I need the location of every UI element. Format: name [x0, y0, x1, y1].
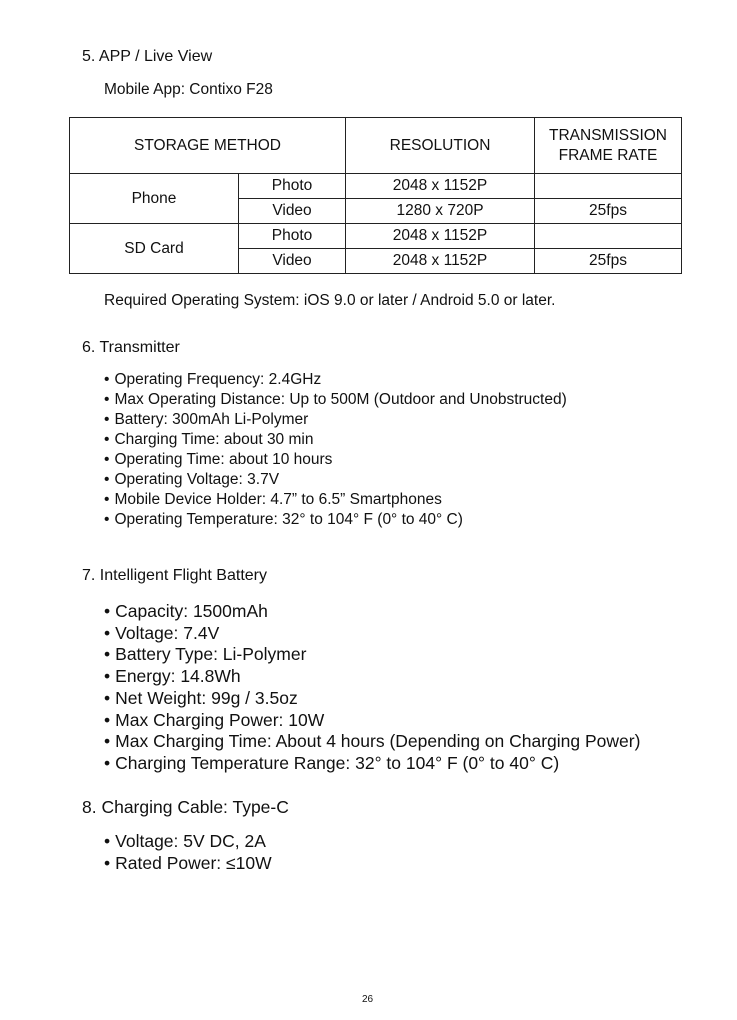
frame-rate-cell: [535, 174, 682, 199]
header-resolution: RESOLUTION: [346, 118, 535, 174]
list-item: • Max Operating Distance: Up to 500M (Outdoor and Unobstructed): [104, 390, 567, 410]
list-item: • Charging Temperature Range: 32° to 104° F (0° to 40° C): [104, 753, 640, 775]
charging-cable-spec-list: [104, 831, 272, 874]
list-item: • Battery Type: Li-Polymer: [104, 644, 640, 666]
media-type-cell: Video: [239, 249, 346, 274]
storage-method-cell: SD Card: [70, 224, 239, 274]
list-item: • Charging Time: about 30 min: [104, 430, 567, 450]
list-item: • Rated Power: ≤10W: [104, 853, 272, 875]
media-type-cell: Video: [239, 199, 346, 224]
header-frame-rate-line1: TRANSMISSION: [549, 126, 667, 144]
section-6-heading: 6. Transmitter: [82, 339, 180, 356]
section-5-heading: 5. APP / Live View: [82, 48, 213, 65]
list-item: • Voltage: 5V DC, 2A: [104, 831, 272, 853]
required-os-line: Required Operating System: iOS 9.0 or later / Android 5.0 or later.: [104, 292, 556, 309]
resolution-cell: 2048 x 1152P: [346, 249, 535, 274]
resolution-cell: 2048 x 1152P: [346, 224, 535, 249]
media-type-cell: Photo: [239, 224, 346, 249]
storage-method-cell: Phone: [70, 174, 239, 224]
list-item: • Operating Time: about 10 hours: [104, 450, 567, 470]
frame-rate-cell: 25fps: [535, 199, 682, 224]
section-7-heading: 7. Intelligent Flight Battery: [82, 567, 267, 584]
list-item: • Voltage: 7.4V: [104, 623, 640, 645]
list-item: • Operating Temperature: 32° to 104° F (0° to 40° C): [104, 510, 567, 530]
storage-spec-table: [69, 117, 682, 274]
header-storage-method: STORAGE METHOD: [70, 118, 346, 174]
media-type-cell: Photo: [239, 174, 346, 199]
list-item: • Max Charging Time: About 4 hours (Depending on Charging Power): [104, 731, 640, 753]
resolution-cell: 2048 x 1152P: [346, 174, 535, 199]
table-row: [70, 174, 682, 199]
header-frame-rate: [535, 118, 682, 174]
header-frame-rate-line2: FRAME RATE: [558, 146, 658, 164]
list-item: • Max Charging Power: 10W: [104, 710, 640, 732]
transmitter-spec-list: [104, 370, 567, 530]
resolution-cell: 1280 x 720P: [346, 199, 535, 224]
frame-rate-cell: 25fps: [535, 249, 682, 274]
list-item: • Battery: 300mAh Li-Polymer: [104, 410, 567, 430]
table-header-row: [70, 118, 682, 174]
table-row: [70, 224, 682, 249]
list-item: • Net Weight: 99g / 3.5oz: [104, 688, 640, 710]
list-item: • Mobile Device Holder: 4.7” to 6.5” Smartphones: [104, 490, 567, 510]
list-item: • Operating Voltage: 3.7V: [104, 470, 567, 490]
frame-rate-cell: [535, 224, 682, 249]
list-item: • Capacity: 1500mAh: [104, 601, 640, 623]
mobile-app-line: Mobile App: Contixo F28: [104, 81, 273, 98]
section-8-heading: 8. Charging Cable: Type-C: [82, 797, 289, 817]
list-item: • Energy: 14.8Wh: [104, 666, 640, 688]
battery-spec-list: [104, 601, 640, 775]
list-item: • Operating Frequency: 2.4GHz: [104, 370, 567, 390]
page-number: 26: [362, 994, 374, 1005]
